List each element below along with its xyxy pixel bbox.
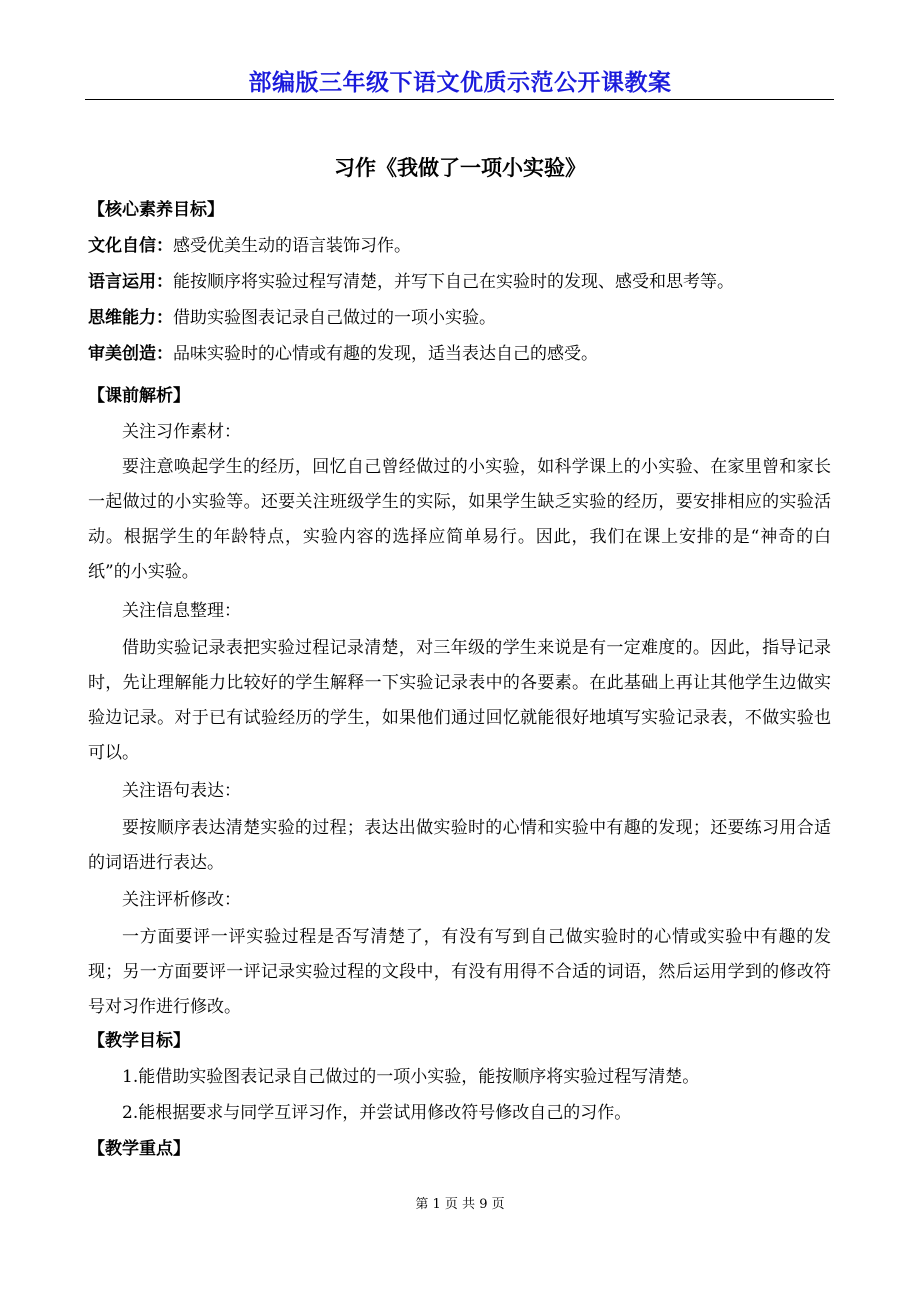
core-goal-text: 感受优美生动的语言装饰习作。 <box>173 236 411 256</box>
core-goals-heading: 【核心素养目标】 <box>88 200 224 220</box>
core-goal-label: 审美创造： <box>88 344 173 364</box>
core-goal-text: 借助实验图表记录自己做过的一项小实验。 <box>173 308 496 328</box>
core-goal-item <box>88 344 834 364</box>
core-goal-label: 语言运用： <box>88 272 173 292</box>
teaching-goal-item: 1.能借助实验图表记录自己做过的一项小实验，能按顺序将实验过程写清楚。 <box>122 1067 700 1087</box>
analysis-subheading: 关注习作素材： <box>122 422 241 442</box>
analysis-heading: 【课前解析】 <box>88 386 190 406</box>
analysis-paragraph: 要注意唤起学生的经历，回忆自己曾经做过的小实验，如科学课上的小实验、在家里曾和家长一起做过的小实验等。还要关注班级学生的实际，如果学生缺乏实验的经历，要安排相应的实验活动。根据学生的年龄特点，实验内容的选择应简单易行。因此，我们在课上安排的是“神奇的白纸”的小实验。 <box>88 457 831 582</box>
analysis-paragraph: 一方面要评一评实验过程是否写清楚了，有没有写到自己做实验时的心情或实验中有趣的发现；另一方面要评一评记录实验过程的文段中，有没有用得不合适的词语，然后运用学到的修改符号对习作进行修改。 <box>88 927 831 1017</box>
analysis-subheading: 关注信息整理： <box>122 601 241 621</box>
core-goal-item <box>88 272 834 292</box>
key-points-heading: 【教学重点】 <box>88 1139 190 1159</box>
core-goal-item <box>88 308 834 328</box>
core-goal-item <box>88 236 834 256</box>
document-header-title: 部编版三年级下语文优质示范公开课教案 <box>248 70 672 96</box>
analysis-subheading: 关注评析修改： <box>122 890 241 910</box>
core-goal-label: 文化自信： <box>88 236 173 256</box>
analysis-paragraph: 借助实验记录表把实验过程记录清楚，对三年级的学生来说是有一定难度的。因此，指导记录时，先让理解能力比较好的学生解释一下实验记录表中的各要素。在此基础上再让其他学生边做实验边记录。对于已有试验经历的学生，如果他们通过回忆就能很好地填写实验记录表，不做实验也可以。 <box>88 638 831 763</box>
teaching-goals-heading: 【教学目标】 <box>88 1031 190 1051</box>
header-divider <box>85 99 834 100</box>
teaching-goal-item: 2.能根据要求与同学互评习作，并尝试用修改符号修改自己的习作。 <box>122 1103 632 1123</box>
page-title: 习作《我做了一项小实验》 <box>334 156 586 180</box>
core-goal-label: 思维能力： <box>88 308 173 328</box>
page-number: 第 1 页 共 9 页 <box>415 1197 505 1212</box>
analysis-subheading: 关注语句表达： <box>122 781 241 801</box>
analysis-paragraph: 要按顺序表达清楚实验的过程；表达出做实验时的心情和实验中有趣的发现；还要练习用合适的词语进行表达。 <box>88 818 831 873</box>
core-goal-text: 能按顺序将实验过程写清楚，并写下自己在实验时的发现、感受和思考等。 <box>173 272 734 292</box>
core-goal-text: 品味实验时的心情或有趣的发现，适当表达自己的感受。 <box>173 344 598 364</box>
